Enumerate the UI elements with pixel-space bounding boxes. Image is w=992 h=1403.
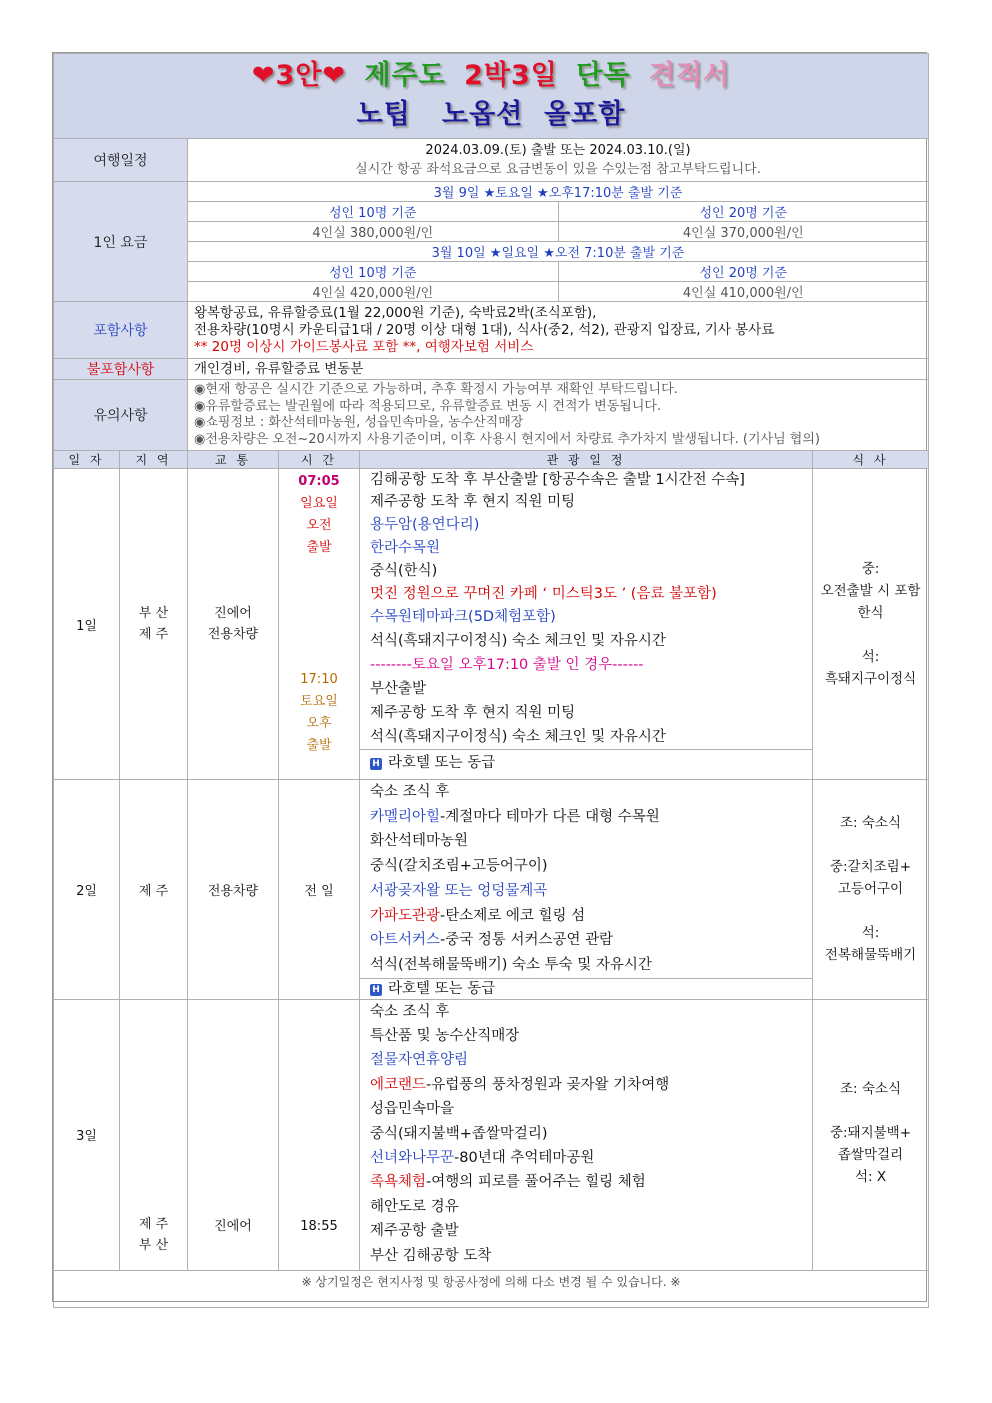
price-block-2-price-b: 4인실 410,000원/인 [558, 282, 928, 302]
day-3-item-7 [360, 1146, 812, 1170]
day-2-hotel [360, 978, 812, 999]
day-3-item-1-text: 숙소 조식 후 [370, 1003, 450, 1020]
footer-note: ※ 상기일정은 현지사정 및 항공사정에 의해 다소 변경 될 수 있습니다. ※ [54, 1270, 929, 1307]
day-2-time: 전 일 [279, 780, 360, 1000]
day-2-region: 제 주 [120, 780, 188, 1000]
note-line-1: ◉현재 항공은 실시간 기준으로 가능하며, 추후 확정시 가능여부 재확인 부탁드립니다. [194, 382, 678, 397]
price-label: 1인 요금 [54, 182, 188, 302]
notes-cell [188, 380, 929, 451]
day-2-meal-1: 조: 숙소식 [840, 815, 902, 832]
day-1-meal-2: 오전출발 시 포함 [820, 583, 921, 599]
day-2-schedule [360, 780, 813, 1000]
day-1-item-11: 제주공항 도착 후 현지 직원 미팅 [370, 705, 576, 721]
day-1-region-from: 부 산 [138, 606, 169, 621]
day-1-item-10: 부산출발 [370, 681, 427, 697]
excluded-text: 개인경비, 유류할증료 변동분 [188, 359, 929, 380]
day-1-meal-4 [813, 624, 928, 646]
day-3-item-5 [360, 1097, 812, 1121]
day-3-region-to: 부 산 [138, 1237, 169, 1253]
day-3-item-9-text: 해안도로 경유 [370, 1198, 459, 1215]
title-quote: 견적서 [648, 60, 731, 91]
price-block-1-price-b: 4인실 370,000원/인 [558, 222, 928, 242]
day-3-row [54, 999, 929, 1270]
day-2-item-1 [360, 780, 812, 805]
day-2-item-1-text: 숙소 조식 후 [370, 784, 450, 800]
day-1-meal-5: 석: [861, 649, 880, 665]
itinerary-note: 실시간 항공 좌석요금으로 요금변동이 있을 수있는점 참고부탁드립니다. [355, 162, 761, 177]
col-header-time: 시 간 [279, 451, 360, 469]
day-1-time-b-depart: 출발 [306, 738, 332, 753]
day-2-item-2 [360, 805, 812, 830]
included-line-3: ** 20명 이상시 가이드봉사료 포함 **, 여행자보험 서비스 [194, 338, 534, 355]
day-1-item-1: 김해공항 도착 후 부산출발 [항공수속은 출발 1시간전 수속] [370, 472, 745, 488]
day-3-item-4 [360, 1073, 812, 1097]
itinerary-cell [188, 139, 929, 182]
day-3-item-3 [360, 1048, 812, 1072]
day-1-time-a-day: 일요일 [300, 496, 338, 511]
day-2-item-2-highlight: 카멜리아힐 [370, 808, 441, 825]
day-2-item-3-text: 화산석테마농원 [370, 833, 469, 850]
day-3-meal-1: 조: 숙소식 [840, 1080, 902, 1097]
day-1-time-a-depart: 출발 [306, 540, 332, 555]
day-2-item-6-highlight: 가파도관광 [370, 907, 441, 924]
day-1-item-2: 제주공항 도착 후 현지 직원 미팅 [370, 494, 576, 510]
day-2-meal-5 [813, 900, 928, 922]
day-2-item-6 [360, 904, 812, 929]
day-3-item-1 [360, 1000, 812, 1024]
day-3-item-7-text: -80년대 추억테마공원 [454, 1150, 595, 1167]
day-3-item-6 [360, 1122, 812, 1146]
day-2-hotel-text: 라호텔 또는 동급 [388, 980, 496, 997]
day-2-meals [813, 780, 929, 1000]
day-2-list [360, 780, 812, 978]
day-3-item-10-text: 제주공항 출발 [370, 1223, 459, 1240]
day-3-item-2-text: 특산품 및 농수산직매장 [370, 1028, 520, 1045]
day-2-meal-6: 석: [861, 925, 880, 942]
day-3-meal-3: 중:돼지불백+ [829, 1124, 912, 1141]
included-line-2: 전용차량(10명시 카운티급1대 / 20명 이상 대형 1대), 식사(중2, 석2), 관광지 입장료, 기사 봉사료 [194, 321, 775, 338]
day-3-item-3-highlight: 절물자연휴양림 [370, 1052, 469, 1069]
quotation-document [52, 52, 927, 1302]
day-1-meal-1: 중: [861, 561, 880, 577]
included-label: 포함사항 [54, 302, 188, 359]
included-line-1: 왕복항공료, 유류할증료(1월 22,000원 기준), 숙박료2박(조식포함), [194, 304, 597, 321]
col-header-meals: 식 사 [813, 451, 929, 469]
day-3-item-6-text: 중식(돼지불백+좁쌀막걸리) [370, 1125, 548, 1142]
day-1-meal-3: 한식 [857, 605, 884, 621]
day-3-item-8-text: -여행의 피로를 풀어주는 힐링 체험 [426, 1174, 646, 1191]
price-block-1-group-b: 성인 20명 기준 [558, 202, 928, 222]
day-1-vehicle: 전용차량 [207, 627, 259, 642]
title-line-2: 노팁 노옵션 올포함 [356, 99, 626, 130]
day-3-item-11 [360, 1244, 812, 1268]
day-1-meal-6: 흑돼지구이정식 [824, 671, 917, 687]
day-3-item-2 [360, 1024, 812, 1048]
title-destination: 제주도 [364, 60, 446, 91]
day-2-item-7-highlight: 아트서커스 [370, 932, 441, 949]
day-3-item-10 [360, 1219, 812, 1243]
day-3-meal-5: 석: X [854, 1168, 887, 1185]
day-2-item-5 [360, 879, 812, 904]
hotel-icon: H [370, 984, 382, 996]
title-solo: 단독 [576, 60, 631, 91]
day-3-item-9 [360, 1195, 812, 1219]
col-header-transport: 교 통 [188, 451, 279, 469]
day-3-item-4-highlight: 에코랜드 [370, 1076, 427, 1093]
included-cell [188, 302, 929, 359]
day-3-item-4-text: -유럽풍의 풍차정원과 곶자왈 기차여행 [426, 1076, 670, 1093]
day-2-meal-2 [813, 834, 928, 856]
title-line-1 [54, 57, 928, 95]
day-3-meal-4: 좁쌀막걸리 [837, 1146, 904, 1163]
day-1-item-9: --------토요일 오후17:10 출발 인 경우------ [370, 657, 644, 673]
day-2-item-8 [360, 953, 812, 978]
day-1-item-4: 한라수목원 [370, 540, 441, 556]
price-block-1-header: 3월 9일 ★토요일 ★오후17:10분 출발 기준 [188, 182, 928, 202]
price-block-2-group-b: 성인 20명 기준 [558, 262, 928, 282]
day-3-item-8-highlight: 족욕체험 [370, 1174, 427, 1191]
day-3-item-11-text: 부산 김해공항 도착 [370, 1247, 492, 1264]
day-3-item-7-highlight: 선녀와나무꾼 [370, 1150, 455, 1167]
day-3-item-8 [360, 1170, 812, 1194]
day-1-time-b-day: 토요일 [300, 694, 338, 709]
day-3-meal-2 [813, 1100, 928, 1122]
day-1-transport [188, 469, 279, 780]
heart-icon: ❤ [251, 60, 276, 91]
day-3-transport: 진에어 [188, 999, 279, 1270]
itinerary-dates: 2024.03.09.(토) 출발 또는 2024.03.10.(일) [425, 143, 691, 158]
day-2-transport: 전용차량 [188, 780, 279, 1000]
day-3-time: 18:55 [279, 999, 360, 1270]
day-2-item-3 [360, 829, 812, 854]
day-1-item-8: 석식(흑돼지구이정식) 숙소 체크인 및 자유시간 [370, 633, 666, 649]
day-1-time-b-clock: 17:10 [300, 672, 338, 687]
day-3-meals [813, 999, 929, 1270]
day-3-region [120, 999, 188, 1270]
note-line-3: ◉쇼핑정보 : 화산석테마농원, 성읍민속마을, 농수산직매장 [194, 415, 524, 430]
day-2-item-7-text: -중국 정통 서커스공연 관람 [440, 932, 614, 949]
price-block-1-price-a: 4인실 380,000원/인 [188, 222, 558, 242]
day-1-schedule [360, 469, 813, 780]
title-duration: 2박3일 [464, 60, 558, 91]
excluded-label: 불포함사항 [54, 359, 188, 380]
col-header-region: 지 역 [120, 451, 188, 469]
day-1-time [279, 469, 360, 780]
day-3-region-from: 제 주 [138, 1216, 169, 1232]
day-1-time-spacer [279, 559, 359, 669]
day-2-item-6-text: -탄소제로 에코 힐링 섬 [440, 907, 586, 924]
day-1-label: 1일 [54, 469, 120, 780]
quotation-table [53, 53, 929, 1308]
title-banner [54, 54, 929, 139]
day-2-meal-7: 전복해물뚝배기 [824, 947, 917, 964]
day-3-list [360, 1000, 812, 1268]
day-3-schedule [360, 999, 813, 1270]
note-line-2: ◉유류할증료는 발권월에 따라 적용되므로, 유류할증료 변동 시 견적가 변동됩니다. [194, 398, 662, 414]
day-2-item-7 [360, 928, 812, 953]
day-1-airline: 진에어 [214, 606, 252, 621]
day-2-item-4-text: 중식(갈치조림+고등어구이) [370, 858, 548, 875]
day-1-item-12: 석식(흑돼지구이정식) 숙소 체크인 및 자유시간 [370, 729, 666, 745]
day-1-row [54, 469, 929, 780]
day-1-region [120, 469, 188, 780]
heart-icon: ❤ [322, 60, 347, 91]
day-1-time-a-clock: 07:05 [298, 474, 340, 489]
price-table [188, 182, 928, 301]
day-1-item-5: 중식(한식) [370, 563, 438, 579]
hotel-icon: H [370, 758, 382, 770]
day-1-time-a-period: 오전 [306, 518, 332, 533]
price-block-2-price-a: 4인실 420,000원/인 [188, 282, 558, 302]
note-line-4: ◉전용차량은 오전~20시까지 사용기준이며, 이후 사용시 현지에서 차량료 추가차지 발생됩니다. (기사님 협의) [194, 431, 820, 447]
day-1-item-3: 용두암(용연다리) [370, 517, 480, 533]
price-block-2-header: 3월 10일 ★일요일 ★오전 7:10분 출발 기준 [188, 242, 928, 262]
day-2-meal-3: 중:갈치조림+ [829, 859, 912, 876]
price-cell [188, 182, 929, 302]
day-1-item-6: 멋진 정원으로 꾸며진 카페 ‘ 미스틱3도 ’ (음료 불포함) [370, 586, 717, 602]
price-block-2-group-a: 성인 10명 기준 [188, 262, 558, 282]
col-header-day: 일 자 [54, 451, 120, 469]
day-1-meals [813, 469, 929, 780]
day-3-label: 3일 [54, 999, 120, 1270]
itinerary-label: 여행일정 [54, 139, 188, 182]
day-2-item-4 [360, 854, 812, 879]
day-1-region-to: 제 주 [138, 627, 169, 642]
col-header-schedule: 관 광 일 정 [360, 451, 813, 469]
price-block-1-group-a: 성인 10명 기준 [188, 202, 558, 222]
schedule-header-row [54, 451, 929, 469]
day-2-item-5-highlight: 서광곶자왈 또는 엉덩물계곡 [370, 882, 548, 899]
day-2-meal-4: 고등어구이 [837, 881, 904, 898]
day-1-hotel [360, 749, 812, 777]
day-1-item-7: 수목원테마파크(5D체험포함) [370, 609, 556, 625]
day-1-hotel-text: 라호텔 또는 동급 [388, 755, 496, 771]
day-3-item-5-text: 성읍민속마을 [370, 1101, 455, 1118]
day-2-row [54, 780, 929, 1000]
title-tag: 3안 [275, 60, 323, 91]
day-1-time-b-period: 오후 [306, 716, 332, 731]
day-2-item-8-text: 석식(전복해물뚝배기) 숙소 투숙 및 자유시간 [370, 956, 652, 973]
day-2-label: 2일 [54, 780, 120, 1000]
day-2-item-2-text: -계절마다 테마가 다른 대형 수목원 [440, 808, 660, 825]
notes-label: 유의사항 [54, 380, 188, 451]
